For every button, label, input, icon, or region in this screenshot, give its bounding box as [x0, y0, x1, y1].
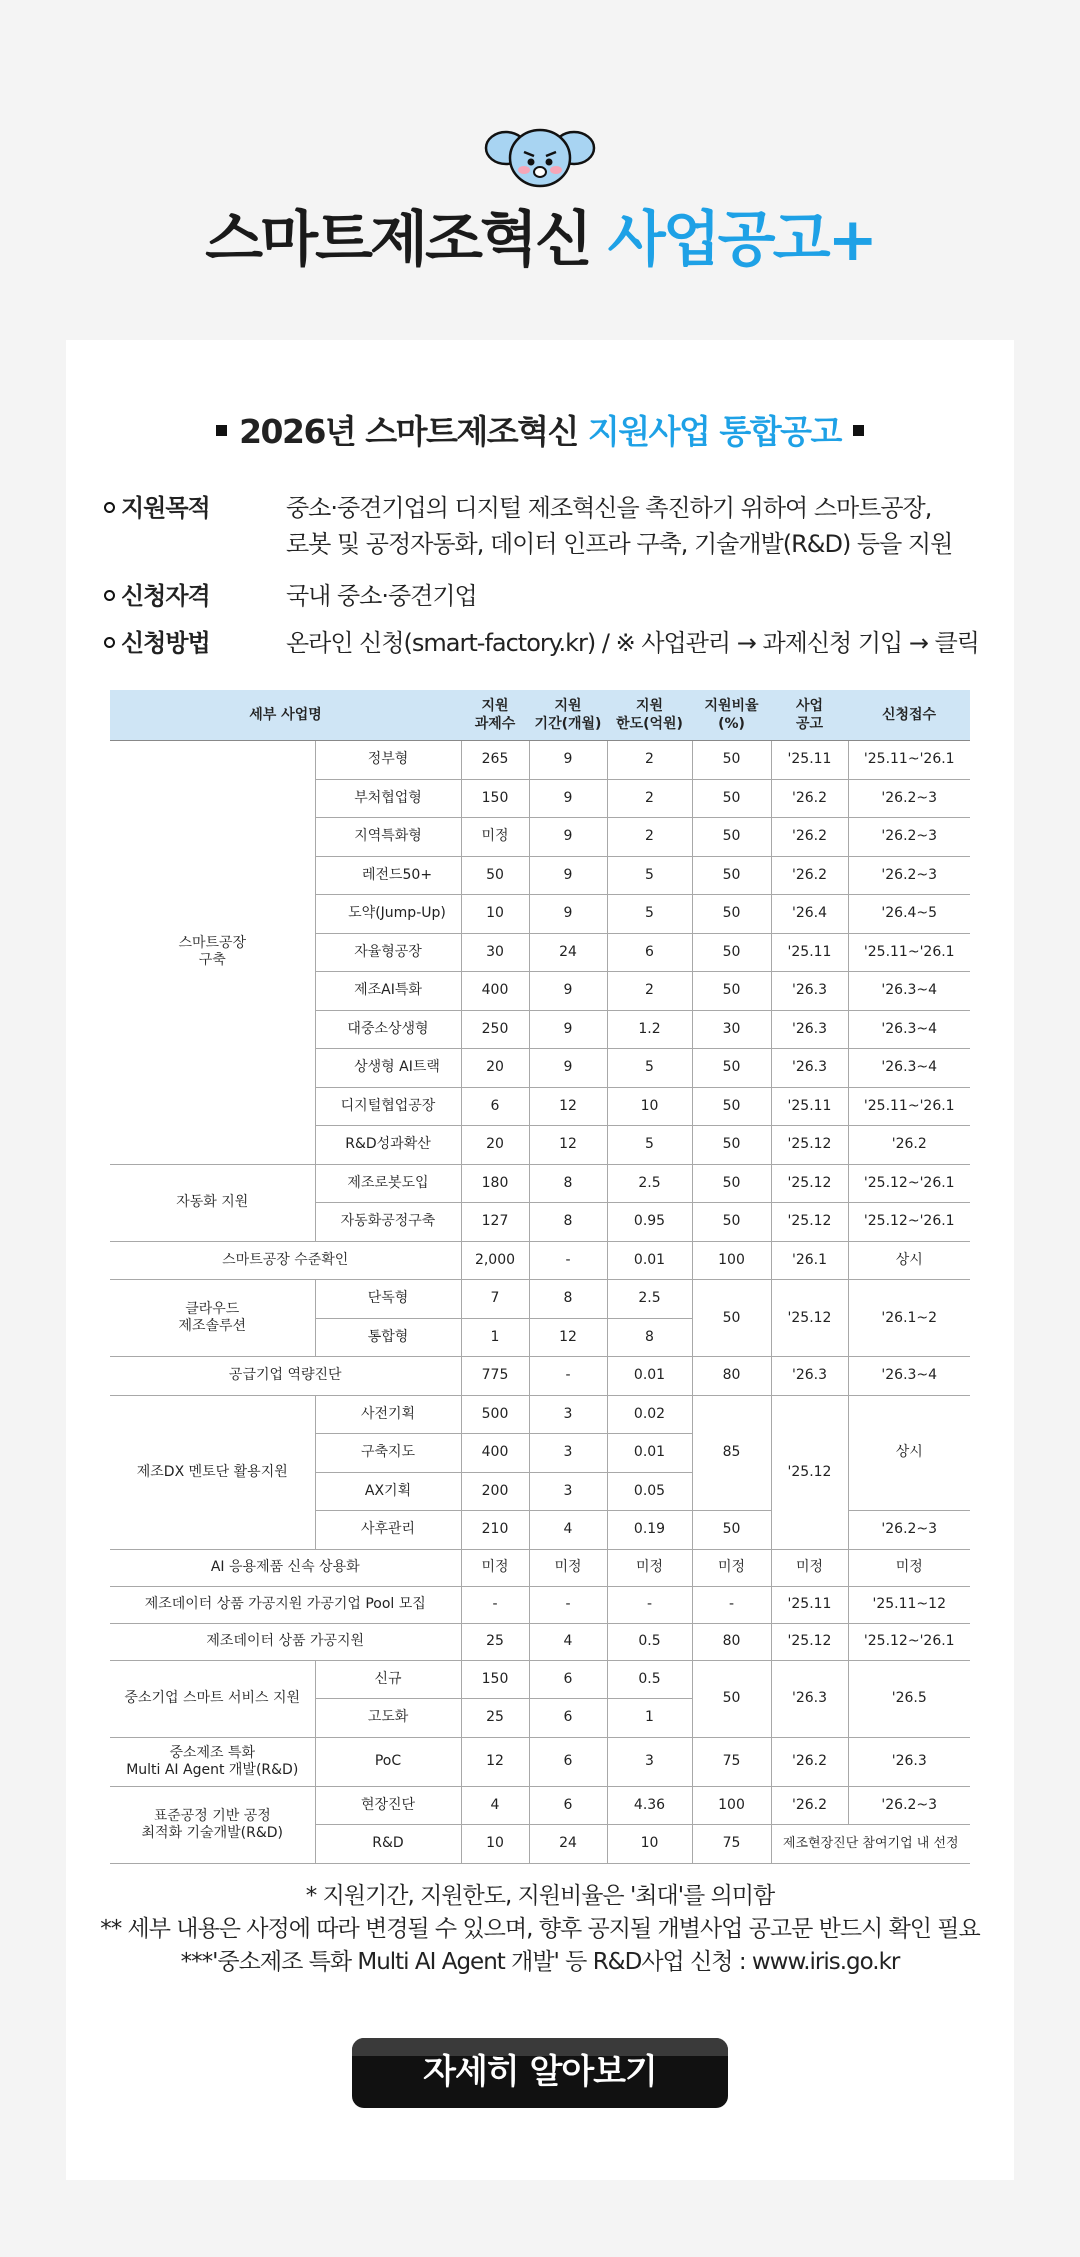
table-cell: 9 [529, 972, 607, 1011]
table-cell: - [529, 1357, 607, 1396]
table-cell: 75 [692, 1737, 771, 1786]
table-cell: 2 [607, 818, 692, 857]
table-cell: 3 [529, 1434, 607, 1473]
table-cell: 0.19 [607, 1511, 692, 1550]
table-cell: 50 [692, 1203, 771, 1242]
table-cell: 400 [461, 972, 529, 1011]
header-name: 세부 사업명 [110, 690, 461, 741]
table-cell: 3 [529, 1395, 607, 1434]
subprogram-cell: 부처협업형 [315, 779, 461, 818]
table-cell: 20 [461, 1126, 529, 1165]
table-cell: 250 [461, 1010, 529, 1049]
group-cell: 제조DX 멘토단 활용지원 [110, 1395, 315, 1549]
table-header-row [110, 690, 970, 741]
group-cell: 중소기업 스마트 서비스 지원 [110, 1660, 315, 1737]
table-cell: 50 [692, 1049, 771, 1088]
footnote: * 지원기간, 지원한도, 지원비율은 '최대'를 의미함 [305, 1883, 775, 1909]
footnote: ** 세부 내용은 사정에 따라 변경될 수 있으며, 향후 공지될 개별사업 공고문 반드시 확인 필요 [100, 1916, 980, 1942]
table-cell: '26.1 [771, 1241, 848, 1280]
subprogram-cell: 신규 [315, 1660, 461, 1699]
table-cell: '26.3 [771, 1660, 848, 1737]
table-cell: 50 [692, 856, 771, 895]
table-cell: 50 [692, 741, 771, 780]
table-cell: 50 [692, 1126, 771, 1165]
subprogram-cell: 디지털협업공장 [315, 1087, 461, 1126]
table-cell: 5 [607, 856, 692, 895]
table-row [110, 1357, 970, 1396]
table-cell: 50 [692, 818, 771, 857]
table-cell: 미정 [461, 1549, 529, 1586]
table-cell: 6 [529, 1660, 607, 1699]
table-cell: 1 [607, 1699, 692, 1738]
table-cell: 상시 [848, 1241, 970, 1280]
table-cell: 5 [607, 1126, 692, 1165]
info-line: 로봇 및 공정자동화, 데이터 인프라 구축, 기술개발(R&D) 등을 지원 [286, 530, 953, 558]
table-cell: '25.11~'26.1 [848, 741, 970, 780]
table-cell: '25.12 [771, 1126, 848, 1165]
subprogram-cell: 상생형 AI트랙 [315, 1049, 461, 1088]
subprogram-cell: 단독형 [315, 1280, 461, 1319]
table-cell: 50 [692, 1511, 771, 1550]
table-cell: '26.3 [771, 972, 848, 1011]
table-cell: 9 [529, 1010, 607, 1049]
table-cell: '26.2~3 [848, 1786, 970, 1825]
subprogram-cell: 도약(Jump-Up) [315, 895, 461, 934]
table-cell: '26.3 [771, 1357, 848, 1396]
table-cell: '25.11 [771, 933, 848, 972]
table-cell: 12 [529, 1318, 607, 1357]
table-cell: '26.1~2 [848, 1280, 970, 1357]
table-cell: 12 [461, 1737, 529, 1786]
table-cell: '26.2~3 [848, 818, 970, 857]
table-row [110, 1786, 970, 1825]
table-cell: '26.2 [771, 818, 848, 857]
table-cell: 7 [461, 1280, 529, 1319]
table-cell: '26.3 [771, 1010, 848, 1049]
table-cell: 100 [692, 1241, 771, 1280]
table-cell: 20 [461, 1049, 529, 1088]
table-cell: '26.2~3 [848, 1511, 970, 1550]
table-cell: 제조현장진단 참여기업 내 선정 [771, 1825, 970, 1864]
circle-bullet-icon [104, 502, 115, 513]
table-cell: 2 [607, 779, 692, 818]
table-cell: 25 [461, 1623, 529, 1660]
header-period: 지원 기간(개월) [529, 690, 607, 741]
table-cell: 150 [461, 1660, 529, 1699]
table-cell: 미정 [529, 1549, 607, 1586]
table-cell: '26.3 [848, 1737, 970, 1786]
table-cell: 1 [461, 1318, 529, 1357]
footnote: ***'중소제조 특화 Multi AI Agent 개발' 등 R&D사업 신청 : www.iris.go.kr [180, 1949, 900, 1975]
subprogram-cell: 제조AI특화 [315, 972, 461, 1011]
info-line: 온라인 신청(smart-factory.kr) / ※ 사업관리 → 과제신청 기입 → 클릭 [286, 629, 979, 657]
announcement-card [66, 340, 1014, 2180]
table-cell: 4 [529, 1623, 607, 1660]
table-cell: 6 [529, 1786, 607, 1825]
table-cell: '25.12 [771, 1164, 848, 1203]
table-cell: 50 [692, 1660, 771, 1737]
table-cell: '26.3 [771, 1049, 848, 1088]
table-cell: 6 [461, 1087, 529, 1126]
table-cell: 180 [461, 1164, 529, 1203]
table-cell: 10 [607, 1087, 692, 1126]
table-cell: '26.4~5 [848, 895, 970, 934]
table-cell: 24 [529, 933, 607, 972]
table-cell: 8 [607, 1318, 692, 1357]
table-cell: 미정 [848, 1549, 970, 1586]
table-cell: '25.11 [771, 741, 848, 780]
table-cell: '25.12 [771, 1280, 848, 1357]
table-cell: 50 [692, 933, 771, 972]
table-cell: - [607, 1586, 692, 1623]
table-cell: 2.5 [607, 1164, 692, 1203]
table-cell: 50 [692, 895, 771, 934]
table-row [110, 1395, 970, 1434]
info-label: 신청자격 [121, 582, 210, 610]
table-cell: 0.5 [607, 1660, 692, 1699]
table-cell: 6 [607, 933, 692, 972]
table-cell: 4 [529, 1511, 607, 1550]
table-cell: 0.5 [607, 1623, 692, 1660]
table-cell: 75 [692, 1825, 771, 1864]
table-cell: 12 [529, 1087, 607, 1126]
table-cell: 50 [692, 1087, 771, 1126]
heading-dark: 2026년 스마트제조혁신 [239, 412, 578, 451]
table-cell: 8 [529, 1203, 607, 1242]
footnotes [66, 1880, 1014, 1979]
table-cell: 2.5 [607, 1280, 692, 1319]
info-line: 중소·중견기업의 디지털 제조혁신을 촉진하기 위하여 스마트공장, [286, 494, 932, 522]
subprogram-cell: 레전드50+ [315, 856, 461, 895]
table-cell: 미정 [771, 1549, 848, 1586]
table-cell: 80 [692, 1357, 771, 1396]
table-cell: 9 [529, 818, 607, 857]
hero-title-dark: 스마트제조혁신 [205, 205, 590, 275]
table-cell: 10 [461, 895, 529, 934]
group-cell: 스마트공장 구축 [110, 741, 315, 1165]
program-cell: 제조데이터 상품 가공지원 [110, 1623, 461, 1660]
table-cell: 상시 [848, 1395, 970, 1511]
table-cell: '25.12~'26.1 [848, 1203, 970, 1242]
table-cell: 0.95 [607, 1203, 692, 1242]
table-cell: 50 [461, 856, 529, 895]
table-cell: '25.12~'26.1 [848, 1623, 970, 1660]
table-cell: 50 [692, 1280, 771, 1357]
table-row [110, 1549, 970, 1586]
table-cell: '25.12 [771, 1395, 848, 1549]
subprogram-cell: 대중소상생형 [315, 1010, 461, 1049]
program-cell: 스마트공장 수준확인 [110, 1241, 461, 1280]
heading-blue: 지원사업 통합공고 [587, 412, 841, 451]
table-row [110, 1164, 970, 1203]
table-cell: '25.11 [771, 1087, 848, 1126]
table-cell: 0.01 [607, 1357, 692, 1396]
subprogram-cell: R&D성과확산 [315, 1126, 461, 1165]
table-cell: 6 [529, 1699, 607, 1738]
table-cell: 9 [529, 779, 607, 818]
table-cell: 50 [692, 972, 771, 1011]
table-cell: 미정 [607, 1549, 692, 1586]
table-cell: '26.3~4 [848, 1010, 970, 1049]
table-cell: 5 [607, 1049, 692, 1088]
table-cell: 80 [692, 1623, 771, 1660]
table-cell: '26.3~4 [848, 1049, 970, 1088]
table-cell: 0.01 [607, 1241, 692, 1280]
table-row [110, 741, 970, 780]
header-count: 지원 과제수 [461, 690, 529, 741]
table-cell: 2,000 [461, 1241, 529, 1280]
table-cell: 0.02 [607, 1395, 692, 1434]
table-cell: - [529, 1586, 607, 1623]
table-cell: 0.01 [607, 1434, 692, 1473]
program-cell: AI 응용제품 신속 상용화 [110, 1549, 461, 1586]
subprogram-cell: 사전기획 [315, 1395, 461, 1434]
header-limit: 지원 한도(억원) [607, 690, 692, 741]
square-bullet-icon [853, 425, 864, 436]
table-cell: 2 [607, 741, 692, 780]
hero-title [0, 200, 1080, 280]
table-cell: '25.11 [771, 1586, 848, 1623]
table-cell: - [692, 1586, 771, 1623]
table-cell: 10 [461, 1825, 529, 1864]
learn-more-button[interactable]: 자세히 알아보기 [352, 2038, 728, 2108]
table-row [110, 1737, 970, 1786]
table-cell: 2 [607, 972, 692, 1011]
table-cell: 1.2 [607, 1010, 692, 1049]
table-cell: - [529, 1241, 607, 1280]
table-cell: 12 [529, 1126, 607, 1165]
subprogram-cell: 구축지도 [315, 1434, 461, 1473]
subprogram-cell: 자율형공장 [315, 933, 461, 972]
section-heading [66, 406, 1014, 453]
subprogram-cell: 제조로봇도입 [315, 1164, 461, 1203]
info-label: 신청방법 [121, 629, 210, 657]
subprogram-cell: 지역특화형 [315, 818, 461, 857]
subprogram-cell: 자동화공정구축 [315, 1203, 461, 1242]
table-cell: 400 [461, 1434, 529, 1473]
subprogram-cell: PoC [315, 1737, 461, 1786]
table-cell: '26.2~3 [848, 779, 970, 818]
table-cell: - [461, 1586, 529, 1623]
group-cell: 표준공정 기반 공정 최적화 기술개발(R&D) [110, 1786, 315, 1863]
header-apply: 신청접수 [848, 690, 970, 741]
square-bullet-icon [216, 425, 227, 436]
table-cell: 50 [692, 779, 771, 818]
subprogram-cell: 정부형 [315, 741, 461, 780]
table-cell: 0.05 [607, 1472, 692, 1511]
table-cell: 9 [529, 741, 607, 780]
subprogram-cell: R&D [315, 1825, 461, 1864]
table-cell: '26.2 [771, 856, 848, 895]
table-cell: 30 [692, 1010, 771, 1049]
table-cell: 85 [692, 1395, 771, 1511]
circle-bullet-icon [104, 637, 115, 648]
info-label: 지원목적 [121, 494, 210, 522]
program-cell: 제조데이터 상품 가공지원 가공기업 Pool 모집 [110, 1586, 461, 1623]
header-ratio: 지원비율 (%) [692, 690, 771, 741]
table-cell: 150 [461, 779, 529, 818]
table-cell: 50 [692, 1164, 771, 1203]
table-cell: 8 [529, 1280, 607, 1319]
subprogram-cell: 통합형 [315, 1318, 461, 1357]
table-cell: '25.11~'26.1 [848, 1087, 970, 1126]
subprogram-cell: 현장진단 [315, 1786, 461, 1825]
table-cell: '26.2 [771, 1786, 848, 1825]
table-cell: 미정 [692, 1549, 771, 1586]
circle-bullet-icon [104, 590, 115, 601]
table-cell: 500 [461, 1395, 529, 1434]
table-cell: 8 [529, 1164, 607, 1203]
table-cell: 25 [461, 1699, 529, 1738]
table-cell: 775 [461, 1357, 529, 1396]
group-cell: 클라우드 제조솔루션 [110, 1280, 315, 1357]
table-row [110, 1280, 970, 1319]
table-cell: 127 [461, 1203, 529, 1242]
table-cell: 9 [529, 1049, 607, 1088]
table-cell: '26.5 [848, 1660, 970, 1737]
table-cell: '26.3~4 [848, 1357, 970, 1396]
table-row [110, 1660, 970, 1699]
table-cell: 265 [461, 741, 529, 780]
table-cell: 9 [529, 856, 607, 895]
subprogram-cell: 고도화 [315, 1699, 461, 1738]
table-cell: 210 [461, 1511, 529, 1550]
info-line: 국내 중소·중견기업 [286, 582, 477, 610]
table-cell: '25.12~'26.1 [848, 1164, 970, 1203]
table-cell: '26.2 [771, 1737, 848, 1786]
table-cell: '25.12 [771, 1623, 848, 1660]
table-row [110, 1241, 970, 1280]
header-notice: 사업 공고 [771, 690, 848, 741]
table-cell: '25.11~12 [848, 1586, 970, 1623]
table-cell: 3 [529, 1472, 607, 1511]
subprogram-cell: 사후관리 [315, 1511, 461, 1550]
group-cell: 중소제조 특화 Multi AI Agent 개발(R&D) [110, 1737, 315, 1786]
table-row [110, 1586, 970, 1623]
table-cell: '26.4 [771, 895, 848, 934]
table-cell: 24 [529, 1825, 607, 1864]
table-cell: 3 [607, 1737, 692, 1786]
table-cell: 6 [529, 1737, 607, 1786]
mascot-icon [484, 118, 596, 190]
table-cell: 10 [607, 1825, 692, 1864]
table-cell: 5 [607, 895, 692, 934]
table-cell: 9 [529, 895, 607, 934]
table-cell: 4 [461, 1786, 529, 1825]
table-cell: '26.2 [771, 779, 848, 818]
table-cell: '26.2 [848, 1126, 970, 1165]
program-table [110, 690, 970, 1864]
subprogram-cell: AX기획 [315, 1472, 461, 1511]
table-cell: 200 [461, 1472, 529, 1511]
table-row [110, 1623, 970, 1660]
table-cell: 100 [692, 1786, 771, 1825]
table-cell: '26.3~4 [848, 972, 970, 1011]
table-cell: '25.12 [771, 1203, 848, 1242]
hero-title-blue: 사업공고+ [607, 205, 875, 275]
table-cell: '25.11~'26.1 [848, 933, 970, 972]
table-cell: '26.2~3 [848, 856, 970, 895]
table-cell: 미정 [461, 818, 529, 857]
table-cell: 4.36 [607, 1786, 692, 1825]
table-cell: 30 [461, 933, 529, 972]
group-cell: 자동화 지원 [110, 1164, 315, 1241]
program-cell: 공급기업 역량진단 [110, 1357, 461, 1396]
